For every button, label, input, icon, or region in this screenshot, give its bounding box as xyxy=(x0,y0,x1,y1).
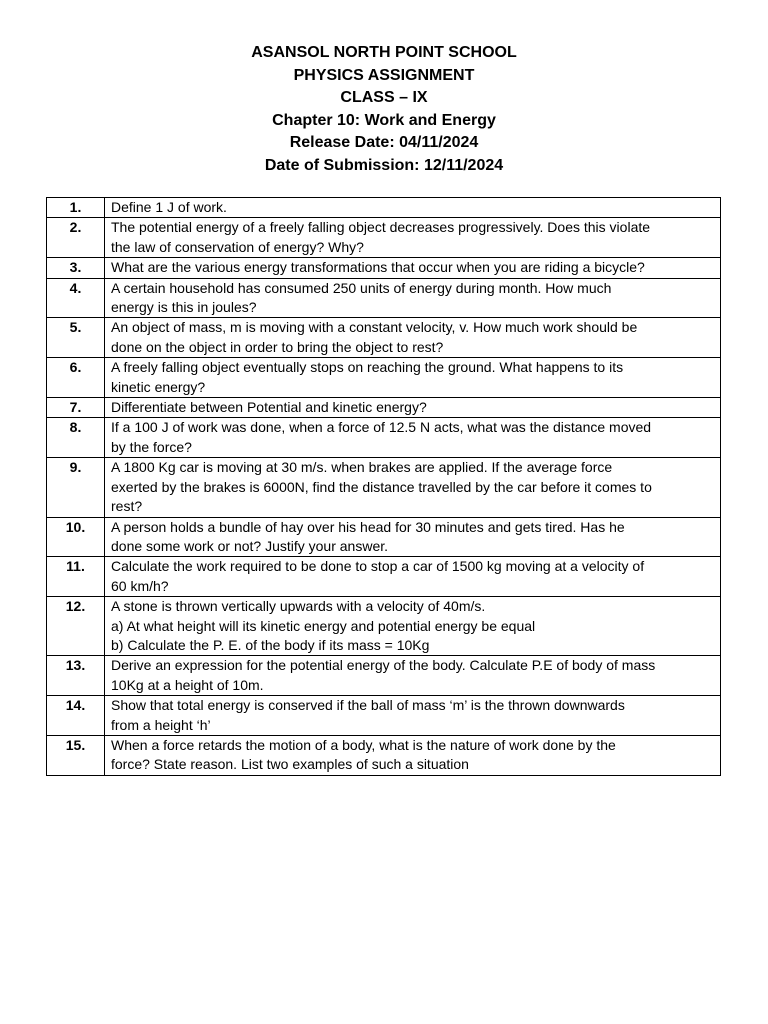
question-row xyxy=(47,258,721,278)
question-number: 8. xyxy=(47,418,105,458)
question-text-line: rest? xyxy=(111,498,143,515)
question-number: 4. xyxy=(47,278,105,318)
question-text-line: the law of conservation of energy? Why? xyxy=(111,238,364,255)
question-row xyxy=(47,557,721,597)
question-text xyxy=(105,278,721,318)
question-text xyxy=(105,656,721,696)
question-text-line: from a height ‘h’ xyxy=(111,716,211,733)
chapter-title: Chapter 10: Work and Energy xyxy=(272,111,496,129)
question-text-line: A certain household has consumed 250 units of energy during month. How much xyxy=(111,279,612,296)
question-text xyxy=(105,258,721,278)
question-text xyxy=(105,398,721,418)
question-text-line: 10Kg at a height of 10m. xyxy=(111,676,264,693)
question-text xyxy=(105,198,721,218)
question-text-line: energy is this in joules? xyxy=(111,299,257,316)
question-number: 9. xyxy=(47,458,105,517)
questions-table-body xyxy=(47,198,721,776)
question-text-line: done on the object in order to bring the object to rest? xyxy=(111,338,444,355)
question-text-line: A stone is thrown vertically upwards with a velocity of 40m/s. xyxy=(111,598,486,615)
question-text-line: force? State reason. List two examples of such a situation xyxy=(111,756,469,773)
question-text-line: A freely falling object eventually stops on reaching the ground. What happens to its xyxy=(111,359,624,376)
question-row xyxy=(47,735,721,775)
question-text-line: exerted by the brakes is 6000N, find the distance travelled by the car before it comes to xyxy=(111,478,652,495)
document-header xyxy=(0,42,768,178)
question-number: 12. xyxy=(47,597,105,656)
question-text-line: Derive an expression for the potential energy of the body. Calculate P.E of body of mass xyxy=(111,657,656,674)
question-text-line: a) At what height will its kinetic energy and potential energy be equal xyxy=(111,617,536,634)
question-text xyxy=(105,517,721,557)
question-number: 11. xyxy=(47,557,105,597)
question-text xyxy=(105,735,721,775)
question-text xyxy=(105,458,721,517)
question-row xyxy=(47,517,721,557)
question-number: 10. xyxy=(47,517,105,557)
question-text xyxy=(105,696,721,736)
question-row xyxy=(47,418,721,458)
question-number: 14. xyxy=(47,696,105,736)
question-row xyxy=(47,398,721,418)
question-text-line: What are the various energy transformations that occur when you are riding a bicycle? xyxy=(111,259,645,276)
question-text xyxy=(105,557,721,597)
class-label: CLASS – IX xyxy=(340,89,428,107)
submission-date: Date of Submission: 12/11/2024 xyxy=(264,156,504,174)
question-number: 1. xyxy=(47,198,105,218)
question-number: 15. xyxy=(47,735,105,775)
question-row xyxy=(47,597,721,656)
question-text-line: When a force retards the motion of a body, what is the nature of work done by the xyxy=(111,736,616,753)
questions-table xyxy=(46,197,721,776)
assignment-title: PHYSICS ASSIGNMENT xyxy=(293,66,475,84)
question-number: 7. xyxy=(47,398,105,418)
question-text xyxy=(105,418,721,458)
question-row xyxy=(47,458,721,517)
question-text-line: 60 km/h? xyxy=(111,577,169,594)
question-text-line: A 1800 Kg car is moving at 30 m/s. when brakes are applied. If the average force xyxy=(111,459,613,476)
question-text xyxy=(105,358,721,398)
question-row xyxy=(47,358,721,398)
question-row xyxy=(47,218,721,258)
question-row xyxy=(47,696,721,736)
question-text-line: An object of mass, m is moving with a constant velocity, v. How much work should be xyxy=(111,319,638,336)
release-date: Release Date: 04/11/2024 xyxy=(289,134,479,152)
question-text-line: Calculate the work required to be done to stop a car of 1500 kg moving at a velocity of xyxy=(111,558,645,575)
question-row xyxy=(47,278,721,318)
question-text xyxy=(105,218,721,258)
question-text-line: kinetic energy? xyxy=(111,378,206,395)
question-row xyxy=(47,656,721,696)
question-text-line: Show that total energy is conserved if the ball of mass ‘m’ is the thrown downwards xyxy=(111,697,625,714)
school-name: ASANSOL NORTH POINT SCHOOL xyxy=(251,44,517,61)
question-text xyxy=(105,597,721,656)
question-text-line: by the force? xyxy=(111,438,192,455)
question-number: 2. xyxy=(47,218,105,258)
question-number: 13. xyxy=(47,656,105,696)
question-text-line: Differentiate between Potential and kinetic energy? xyxy=(111,399,427,416)
question-row xyxy=(47,198,721,218)
question-number: 3. xyxy=(47,258,105,278)
question-number: 5. xyxy=(47,318,105,358)
question-text-line: A person holds a bundle of hay over his head for 30 minutes and gets tired. Has he xyxy=(111,518,625,535)
question-text-line: Define 1 J of work. xyxy=(111,199,227,215)
question-number: 6. xyxy=(47,358,105,398)
question-text-line: If a 100 J of work was done, when a force of 12.5 N acts, what was the distance moved xyxy=(111,419,652,436)
question-text-line: done some work or not? Justify your answer. xyxy=(111,537,389,554)
question-row xyxy=(47,318,721,358)
question-text-line: b) Calculate the P. E. of the body if its mass = 10Kg xyxy=(111,636,430,653)
question-text-line: The potential energy of a freely falling object decreases progressively. Does this violate xyxy=(111,219,651,236)
question-text xyxy=(105,318,721,358)
